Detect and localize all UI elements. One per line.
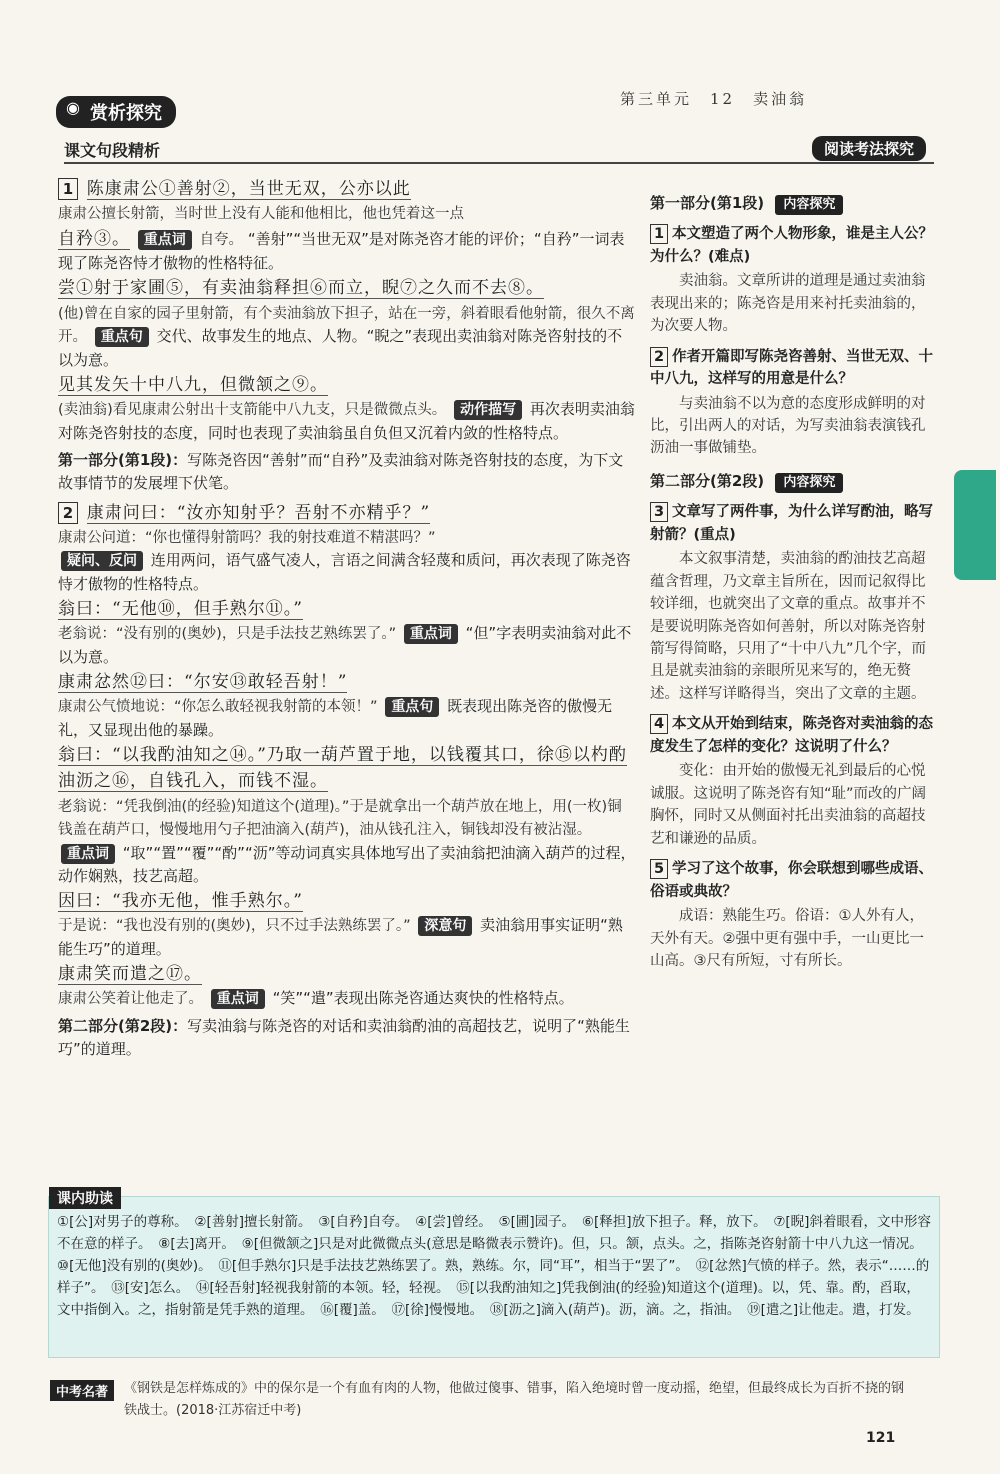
part-1-summary: [58, 449, 636, 496]
answer-1: 卖油翁。文章所讲的道理是通过卖油翁表现出来的；陈尧咨是用来衬托卖油翁的，为次要人物。: [650, 273, 926, 335]
translation-text: 于是说：“我也没有别的(奥妙)，只不过手法熟练罢了。”: [58, 918, 411, 935]
question-text: 作者开篇即写陈尧咨善射、当世无双、十中八九，这样写的用意是什么？: [650, 348, 933, 388]
question-text: 本文从开始到结束，陈尧咨对卖油翁的态度发生了怎样的变化？这说明了什么？: [650, 716, 933, 755]
header-divider: [64, 162, 934, 164]
part-2-summary: [58, 1015, 636, 1062]
question-1: [650, 223, 938, 268]
original-text: 康肃笑而遣之⑰。: [58, 964, 202, 985]
annotation-tag: 重点句: [385, 697, 439, 717]
right-subtitle: 阅读考法探究: [812, 136, 926, 161]
content-explore-tag: 内容探究: [775, 473, 843, 493]
section-tag: ◉ 赏析探究: [56, 96, 176, 128]
left-subtitle: 课文句段精析: [64, 141, 161, 160]
annotation-text: 再次表明卖油翁对陈尧咨射技的态度，同时也表现了卖油翁虽自负但又沉着内敛的性格特点。: [58, 400, 635, 442]
translation-text: 康肃公笑着让他走了。: [58, 991, 203, 1008]
question-text: 本文塑造了两个人物形象，谁是主人公？为什么？(难点): [650, 226, 933, 265]
translation-text: (卖油翁)看见康肃公射出十支箭能中八九支，只是微微点头。: [58, 402, 447, 419]
summary-title: 第二部分(第2段)：: [58, 1016, 188, 1035]
right-column: [650, 182, 938, 979]
original-text: 因曰：“我亦无他，惟手熟尔。”: [58, 891, 303, 912]
annotation-tag: 重点词: [404, 624, 458, 644]
annotation-text: 既表现出陈尧咨的傲慢无礼，又显现出他的暴躁。: [58, 697, 613, 739]
question-number: 3: [650, 502, 668, 522]
answer-2: 与卖油翁不以为意的态度形成鲜明的对比，引出两人的对话，为写卖油翁表演钱孔沥油一事做铺垫。: [650, 395, 926, 457]
part-1-heading: [650, 192, 938, 215]
original-text: 尝①射于家圃⑤，有卖油翁释担⑥而立，睨⑦之久而不去⑧。: [58, 278, 544, 299]
paragraph-1: [58, 176, 636, 445]
question-number: 1: [650, 224, 668, 244]
translation-text: 自夸。: [199, 231, 244, 248]
annotation-tag: 疑问、反问: [61, 551, 143, 571]
paragraph-2: [58, 500, 636, 1011]
page-header: 第三单元 12 卖油翁: [620, 90, 808, 108]
summary-title: 第一部分(第1段)：: [58, 451, 188, 469]
footer-text: 《钢铁是怎样炼成的》中的保尔是一个有血有肉的人物，他做过傻事、错事，陷入绝境时曾一度动摇，绝望，但最终成长为百折不挠的钢铁战士。(2018·江苏宿迁中考): [124, 1381, 905, 1418]
summary-text: 写陈尧咨因“善射”而“自矜”及卖油翁对陈尧咨射技的态度，为下文故事情节的发展埋下伏笔。: [58, 451, 624, 493]
translation-text: 老翁说：“凭我倒油(的经验)知道这个(道理)。”于是就拿出一个葫芦放在地上，用(一枚)铜钱盖在葫芦口，慢慢地用勺子把油滴入(葫芦)，油从钱孔注入，铜钱却没有被沾湿。: [58, 798, 622, 839]
annotation-text: “但”字表明卖油翁对此不以为意。: [58, 624, 632, 666]
annotation-tag: 重点词: [138, 230, 192, 250]
annotation-tag: 重点句: [95, 327, 149, 347]
annotation-text: “善射”“当世无双”是对陈尧咨才能的评价；“自矜”一词表现了陈尧咨恃才傲物的性格特征。: [58, 229, 625, 273]
original-text: 自矜③。: [58, 228, 130, 249]
footer-tag: 中考名著: [50, 1380, 114, 1401]
question-number: 2: [650, 347, 668, 367]
original-text: 见其发矢十中八九，但微颔之⑨。: [58, 374, 328, 395]
question-number: 5: [650, 859, 668, 879]
annotation-tag: 重点词: [211, 989, 265, 1009]
question-2: [650, 346, 938, 391]
notes-tag: 课内助读: [49, 1187, 121, 1209]
summary-text: 写卖油翁与陈尧咨的对话和卖油翁酌油的高超技艺，说明了“熟能生巧”的道理。: [58, 1016, 630, 1059]
annotation-text: 交代、故事发生的地点、人物。“睨之”表现出卖油翁对陈尧咨射技的不以为意。: [58, 327, 623, 369]
translation-text: (他)曾在自家的园子里射箭，有个卖油翁放下担子，站在一旁，斜着眼看他射箭，很久不离开。: [58, 305, 635, 346]
question-text: 文章写了两件事，为什么详写酌油，略写射箭？(重点): [650, 504, 933, 543]
paragraph-number: 2: [58, 502, 78, 524]
annotation-tag: 动作描写: [454, 400, 522, 420]
paragraph-number: 1: [58, 178, 78, 200]
question-4: [650, 713, 938, 758]
notes-text: ①[公]对男子的尊称。 ②[善射]擅长射箭。 ③[自矜]自夸。 ④[尝]曾经。 ⑤[圃]园子。 ⑥[释担]放下担子。释，放下。 ⑦[睨]斜着眼看，文中形容不在意的样子。 ⑧[去]离开。 ⑨[但微颔之]只是对此微微点头(意思是略微表示赞许)。但，只。颔，点头。之，指陈尧咨射箭十中八九这一情况。 ⑩[无他]没有别的(奥妙)。 ⑪[但手熟尔]只是手法技艺熟练罢了。熟，熟练。尔，同“耳”，相当于“罢了”。 ⑫[忿然]气愤的样子。然，表示“……的样子”。 ⑬[安]怎么。 ⑭[轻吾射]轻视我射箭的本领。轻，轻视。 ⑮[以我酌油知之]凭我倒油(的经验)知道这个(道理)。以，凭、靠。酌，舀取，文中指倒入。之，指射箭是凭手熟的道理。 ⑯[覆]盖。 ⑰[徐]慢慢地。 ⑱[沥之]滴入(葫芦)。沥，滴。之，指油。 ⑲[遣之]让他走。遣，打发。: [57, 1214, 931, 1318]
original-text: 翁曰：“无他⑩，但手熟尔⑪。”: [58, 598, 303, 619]
translation-text: 康肃公擅长射箭，当时世上没有人能和他相比，他也凭着这一点: [58, 206, 464, 223]
part-heading-label: 第一部分(第1段): [650, 194, 765, 212]
original-text: 翁曰：“以我酌油知之⑭。”乃取一葫芦置于地，以钱覆其口，徐⑮以杓酌油沥之⑯，自钱孔入，而钱不湿。: [58, 744, 627, 792]
translation-text: 康肃公问道：“你也懂得射箭吗？我的射技难道不精湛吗？”: [58, 529, 436, 546]
answer-3: 本文叙事清楚，卖油翁的酌油技艺高超蕴含哲理，乃文章主旨所在，因而记叙得比较详细，也就突出了文章的重点。故事并不是要说明陈尧咨如何善射，所以对陈尧咨射箭写得简略，只用了“十中八九”几个字，而且是就卖油翁的亲眼所见来写的，绝无赘述。这样写详略得当，突出了文章的主题。: [650, 551, 927, 702]
original-text: 康肃问曰：“汝亦知射乎？吾射不亦精乎？”: [86, 502, 431, 523]
annotation-text: “笑”“遣”表现出陈尧咨通达爽快的性格特点。: [272, 989, 574, 1008]
part-heading-label: 第二部分(第2段): [650, 471, 765, 490]
unit-side-tab: [954, 470, 996, 580]
annotation-text: 卖油翁用事实证明“熟能生巧”的道理。: [58, 916, 623, 958]
content-explore-tag: 内容探究: [775, 195, 843, 215]
left-column: [58, 176, 636, 1065]
question-number: 4: [650, 714, 668, 734]
answer-5: 成语：熟能生巧。俗语：①人外有人，天外有天。②强中更有强中手，一山更比一山高。③尺有所短，寸有所长。: [650, 908, 924, 970]
question-3: [650, 501, 938, 546]
annotation-text: 连用两问，语气盛气凌人，言语之间满含轻蔑和质问，再次表现了陈尧咨恃才傲物的性格特点。: [58, 551, 631, 593]
answer-4: 变化：由开始的傲慢无礼到最后的心悦诚服。这说明了陈尧咨有知“耻”而改的广阔胸怀，同时又从侧面衬托出卖油翁的高超技艺和谦逊的品质。: [650, 763, 927, 847]
annotation-tag: 深意句: [418, 916, 472, 936]
part-2-heading: [650, 470, 938, 493]
translation-text: 老翁说：“没有别的(奥妙)，只是手法技艺熟练罢了。”: [58, 626, 397, 643]
translation-text: 康肃公气愤地说：“你怎么敢轻视我射箭的本领！”: [58, 699, 378, 716]
page-number: 121: [866, 1430, 896, 1446]
annotation-text: “取”“置”“覆”“酌”“沥”等动词真实具体地写出了卖油翁把油滴入葫芦的过程，动作娴熟，技艺高超。: [58, 843, 636, 885]
original-text: 陈康肃公①善射②，当世无双，公亦以此: [86, 179, 411, 199]
question-text: 学习了这个故事，你会联想到哪些成语、俗语或典故？: [650, 861, 933, 900]
question-5: [650, 858, 938, 903]
notes-box: [48, 1191, 940, 1358]
original-text: 康肃忿然⑫曰：“尔安⑬敢轻吾射！”: [58, 671, 348, 692]
annotation-tag: 重点词: [61, 844, 115, 864]
